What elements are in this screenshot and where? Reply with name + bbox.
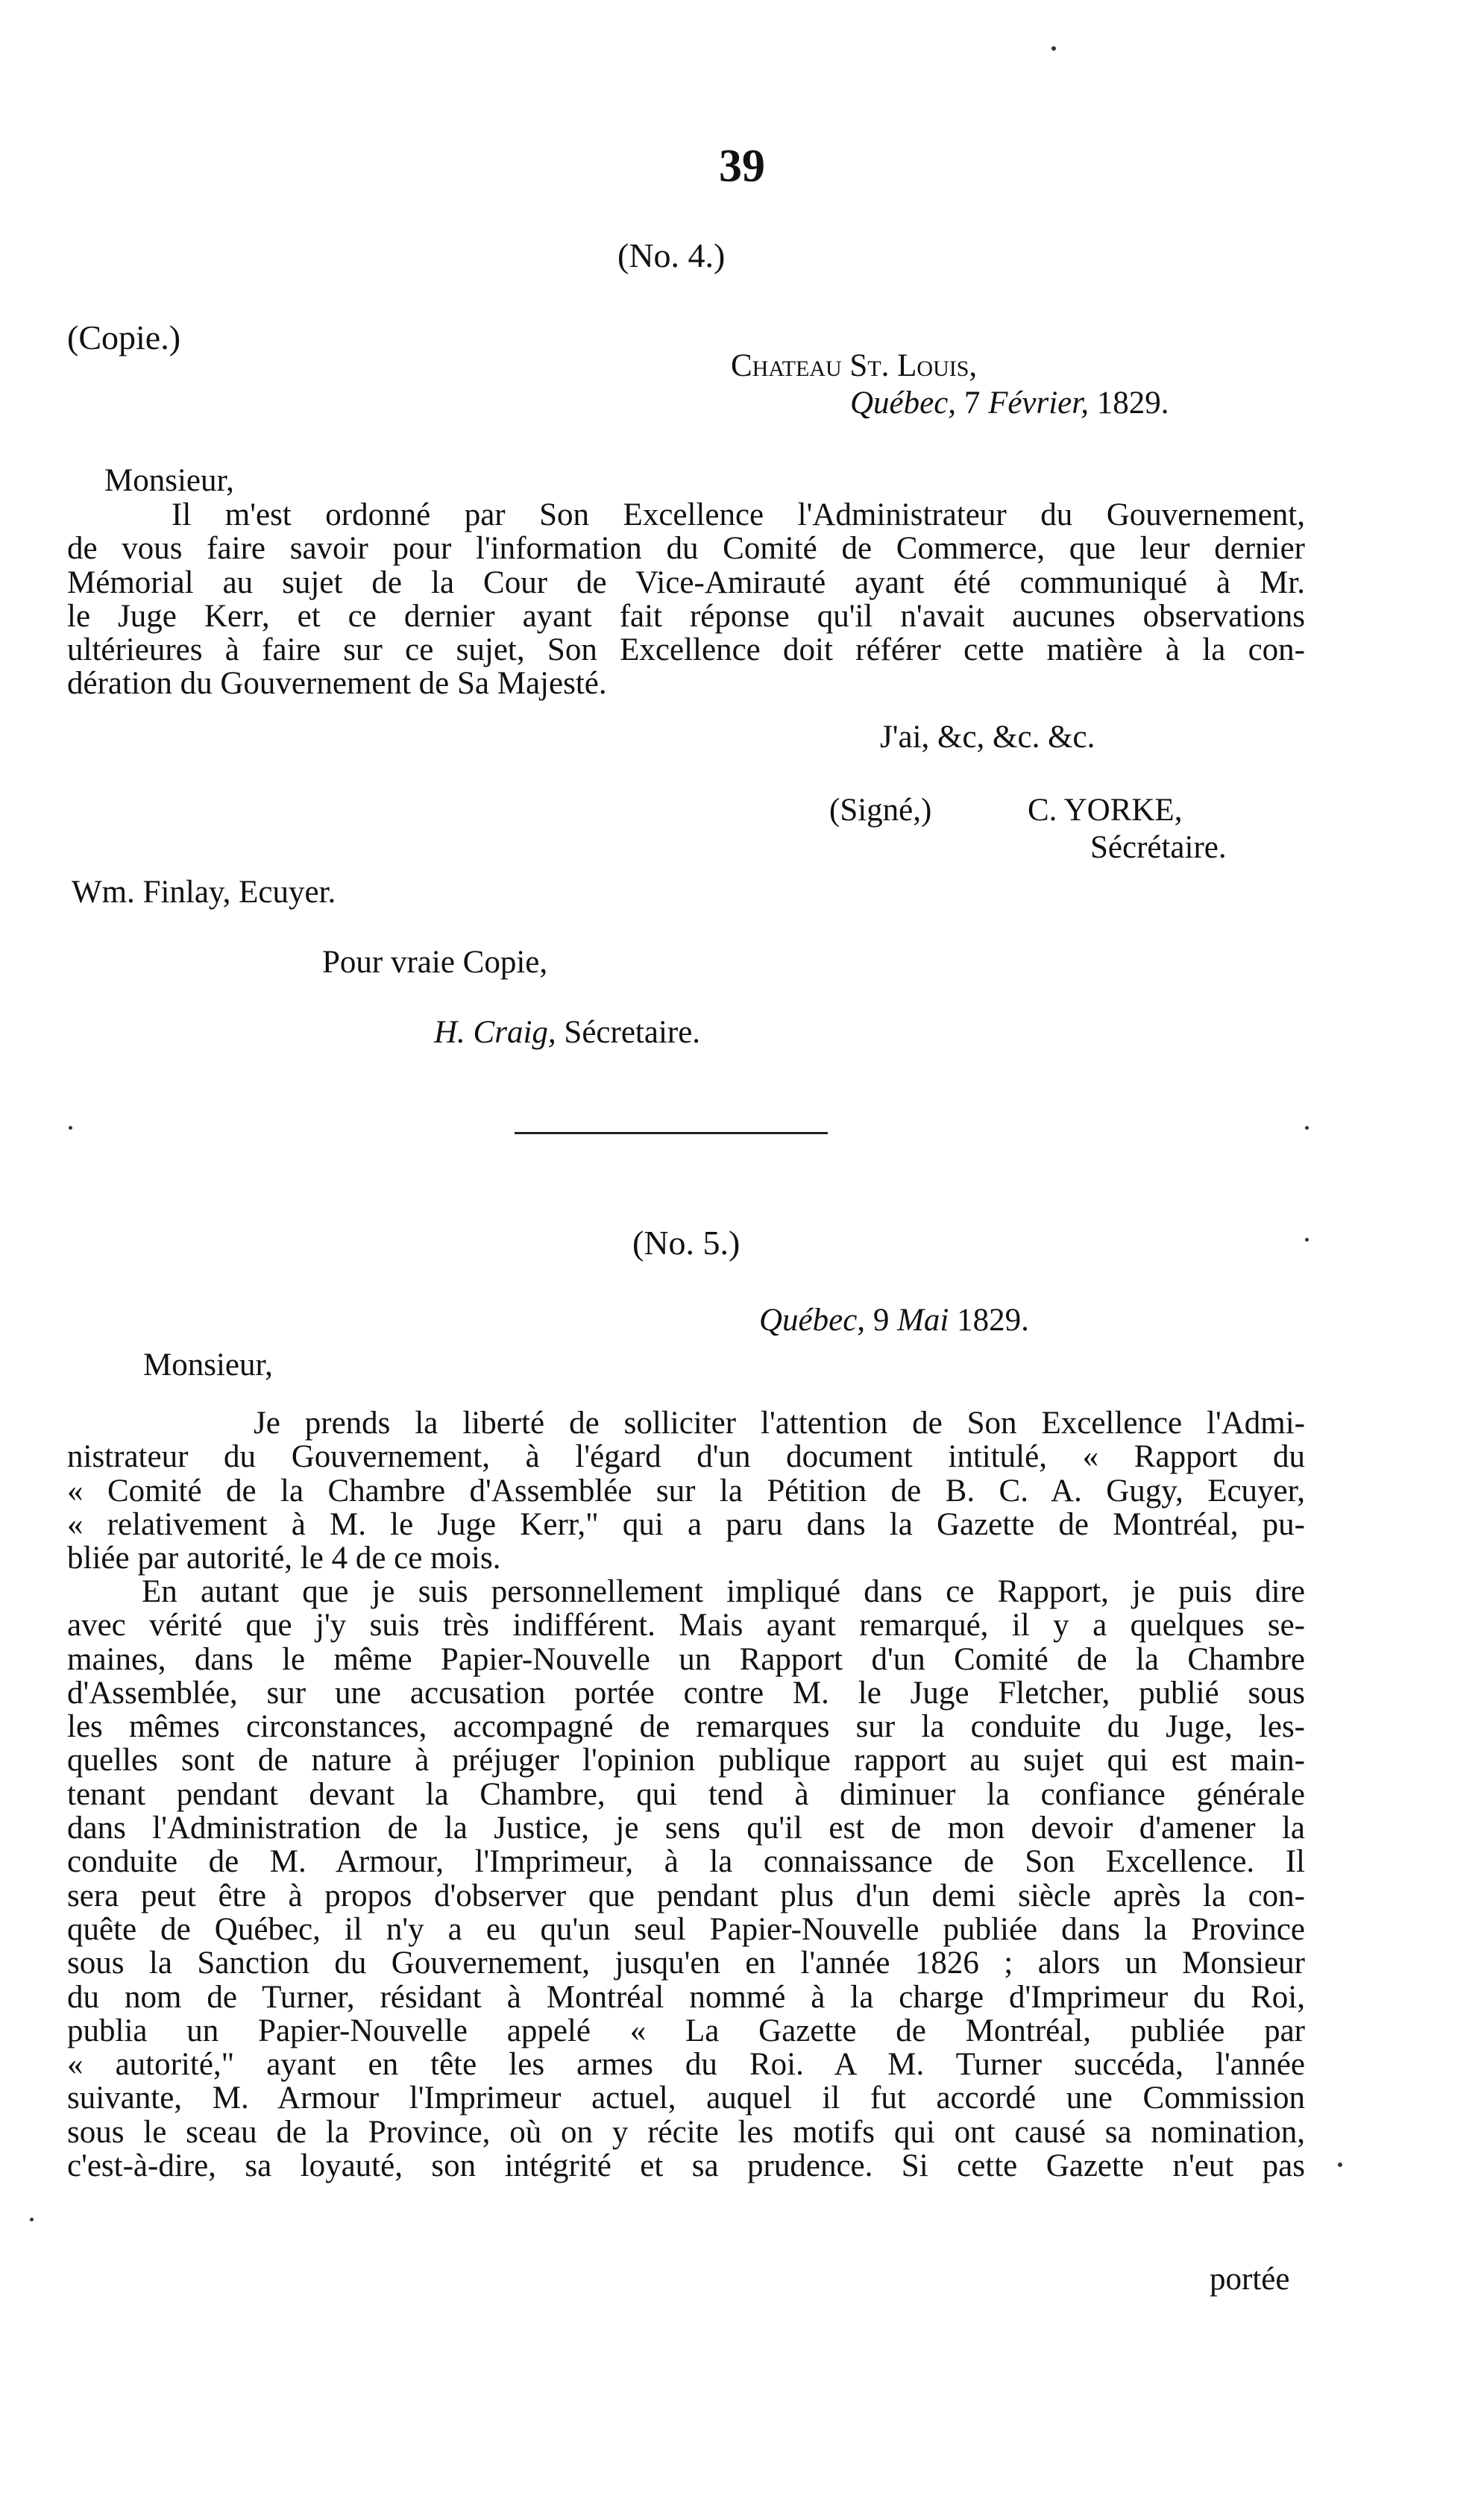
body-line: bliée par autorité, le 4 de ce mois.: [67, 1541, 501, 1576]
date-day: 9: [873, 1303, 890, 1338]
body-line: du nom de Turner, résidant à Montréal nommé à la charge d'Imprimeur du Roi,: [67, 1979, 1305, 2015]
body-line: les mêmes circonstances, accompagné de remarques sur la conduite du Juge, les-: [67, 1709, 1305, 1745]
scan-speck: [1305, 1238, 1309, 1242]
letter-4-salutation: Monsieur,: [104, 463, 234, 498]
body-line: « autorité," ayant en tête les armes du Roi. A M. Turner succéda, l'année: [67, 2047, 1305, 2083]
scan-speck: [1051, 46, 1056, 51]
body-line: quête de Québec, il n'y a eu qu'un seul Papier-Nouvelle publiée dans la Province: [67, 1911, 1305, 1947]
date-year: 1829.: [957, 1303, 1029, 1338]
body-line: En autant que je suis personnellement impliqué dans ce Rapport, je puis dire: [142, 1574, 1305, 1609]
true-copy-label: Pour vraie Copie,: [322, 945, 548, 980]
date-city: Québec,: [759, 1303, 866, 1338]
letter-4-body: [67, 498, 1305, 701]
page-number: 39: [719, 141, 765, 192]
letter-4-number: (No. 4.): [617, 236, 726, 274]
copy-signer-title: Sécretaire.: [564, 1015, 701, 1050]
body-line: maines, dans le même Papier-Nouvelle un Rapport d'un Comité de la Chambre: [67, 1641, 1305, 1677]
catchword: portée: [1210, 2262, 1290, 2297]
body-line: dans l'Administration de la Justice, je sens qu'il est de mon devoir d'amener la: [67, 1811, 1305, 1846]
body-line: de vous faire savoir pour l'information du Comité de Commerce, que leur dernier: [67, 531, 1305, 567]
body-line: quelles sont de nature à préjuger l'opinion publique rapport au sujet qui est main-: [67, 1743, 1305, 1778]
body-line: Je prends la liberté de solliciter l'attention de Son Excellence l'Admi-: [254, 1406, 1305, 1441]
body-line: Il m'est ordonné par Son Excellence l'Administrateur du Gouvernement,: [172, 497, 1305, 532]
body-line: d'Assemblée, sur une accusation portée contre M. le Juge Fletcher, publié sous: [67, 1675, 1305, 1711]
date-city: Québec,: [850, 386, 957, 421]
letter-4-closing: J'ai, &c, &c. &c.: [880, 720, 1095, 755]
letter-4-date: [850, 386, 1169, 421]
letter-5-salutation: Monsieur,: [143, 1347, 273, 1383]
body-line: conduite de M. Armour, l'Imprimeur, à la connaissance de Son Excellence. Il: [67, 1844, 1305, 1880]
body-line: ultérieures à faire sur ce sujet, Son Excellence doit référer cette matière à la con-: [67, 632, 1305, 668]
signed-label: (Signé,): [829, 793, 932, 828]
body-line: sous la Sanction du Gouvernement, jusqu'en en l'année 1826 ; alors un Monsieur: [67, 1946, 1305, 1981]
body-line: le Juge Kerr, et ce dernier ayant fait réponse qu'il n'avait aucunes observations: [67, 598, 1305, 634]
addressee: Wm. Finlay, Ecuyer.: [72, 875, 336, 910]
body-line: suivante, M. Armour l'Imprimeur actuel, auquel il fut accordé une Commission: [67, 2080, 1305, 2116]
copy-signature: [434, 1016, 700, 1050]
date-year: 1829.: [1096, 386, 1169, 421]
copy-signer-name: H. Craig,: [434, 1015, 556, 1050]
body-line: publia un Papier-Nouvelle appelé « La Gazette de Montréal, publiée par: [67, 2013, 1305, 2048]
body-line: tenant pendant devant la Chambre, qui tend à diminuer la confiance générale: [67, 1776, 1305, 1812]
scan-speck: [69, 1126, 72, 1130]
body-line: c'est-à-dire, sa loyauté, son intégrité et sa prudence. Si cette Gazette n'eut pas: [67, 2148, 1305, 2184]
body-line: dération du Gouvernement de Sa Majesté.: [67, 666, 607, 702]
date-month: Mai: [897, 1303, 949, 1338]
signer-name: C. YORKE,: [1028, 793, 1183, 828]
letter-5-number: (No. 5.): [632, 1224, 741, 1262]
letter-5-paragraph-2: [67, 1575, 1305, 2183]
date-day: 7: [963, 386, 981, 421]
scan-speck: [1338, 2163, 1342, 2167]
date-month: Février,: [988, 386, 1089, 421]
signer-title: Sécrétaire.: [1090, 830, 1227, 865]
body-line: nistrateur du Gouvernement, à l'égard d'un document intitulé, « Rapport du: [67, 1439, 1305, 1475]
letter-5-date: [759, 1303, 1029, 1338]
scan-speck: [1305, 1126, 1309, 1130]
letter-4-place: Chateau St. Louis,: [731, 348, 978, 383]
body-line: « Comité de la Chambre d'Assemblée sur la Pétition de B. C. A. Gugy, Ecuyer,: [67, 1473, 1305, 1509]
body-line: sous le sceau de la Province, où on y récite les motifs qui ont causé sa nomination,: [67, 2114, 1305, 2150]
scan-speck: [30, 2218, 34, 2221]
body-line: Mémorial au sujet de la Cour de Vice-Amirauté ayant été communiqué à Mr.: [67, 564, 1305, 600]
body-line: avec vérité que j'y suis très indifférent. Mais ayant remarqué, il y a quelques se-: [67, 1608, 1305, 1644]
copy-label: (Copie.): [67, 318, 181, 356]
body-line: sera peut être à propos d'observer que pendant plus d'un demi siècle après la con-: [67, 1878, 1305, 1913]
body-line: « relativement à M. le Juge Kerr," qui a paru dans la Gazette de Montréal, pu-: [67, 1506, 1305, 1542]
letter-5-paragraph-1: [67, 1406, 1305, 1575]
section-divider: [515, 1132, 828, 1134]
